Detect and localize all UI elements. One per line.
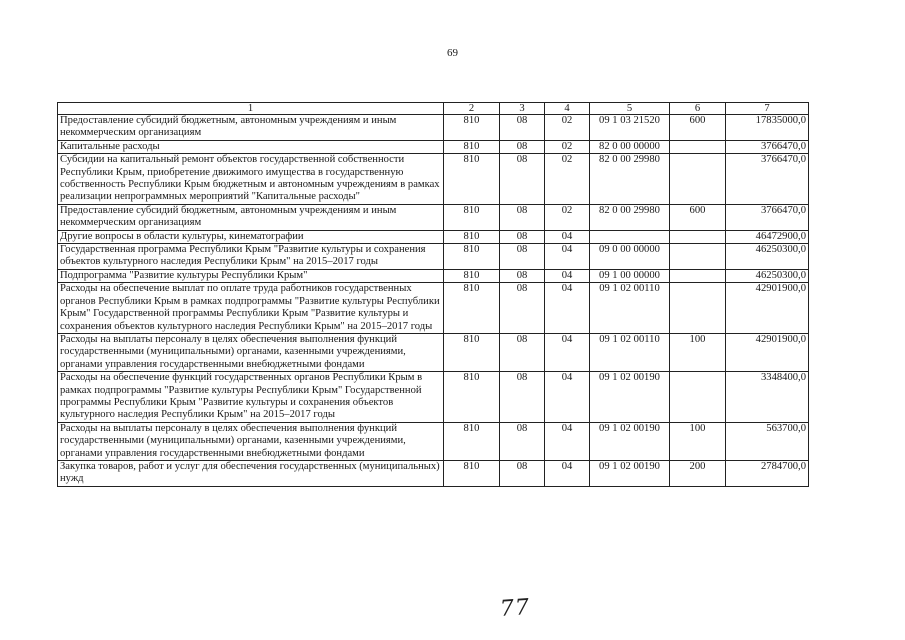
row-name: Расходы на обеспечение функций государственных органов Республики Крым в рамках подпрограммы "Развитие культуры Республики Крым" Государственной программы Республики Крым "Развитие культуры и сохранения объектов культурного наследия Республики Крым" на 2015–2017 годы bbox=[58, 372, 444, 423]
row-name: Расходы на обеспечение выплат по оплате труда работников государственных органов Республики Крым в рамках подпрограммы "Развитие культуры Республики Крым" Государственной программы Республики Крым "Развитие культуры и сохранения объектов культурного наследия Республики Крым" на 2015–2017 годы bbox=[58, 283, 444, 334]
amount: 3766470,0 bbox=[726, 140, 809, 153]
ministry-code: 810 bbox=[444, 115, 500, 141]
section-code: 08 bbox=[500, 115, 545, 141]
amount: 46472900,0 bbox=[726, 230, 809, 243]
subsection-code: 04 bbox=[545, 269, 590, 282]
section-code: 08 bbox=[500, 283, 545, 334]
target-article-code: 09 1 00 00000 bbox=[590, 269, 670, 282]
ministry-code: 810 bbox=[444, 204, 500, 230]
table-row bbox=[58, 230, 809, 243]
row-name: Предоставление субсидий бюджетным, автономным учреждениям и иным некоммерческим организациям bbox=[58, 204, 444, 230]
handwritten-page-mark: 77 bbox=[499, 594, 531, 623]
expense-type-code: 600 bbox=[670, 115, 726, 141]
table-row bbox=[58, 269, 809, 282]
expense-type-code: 200 bbox=[670, 460, 726, 486]
row-name: Капитальные расходы bbox=[58, 140, 444, 153]
expense-type-code bbox=[670, 372, 726, 423]
expense-type-code: 100 bbox=[670, 333, 726, 371]
ministry-code: 810 bbox=[444, 269, 500, 282]
table-row bbox=[58, 422, 809, 460]
page-number: 69 bbox=[447, 47, 458, 59]
subsection-code: 04 bbox=[545, 230, 590, 243]
column-header: 6 bbox=[670, 103, 726, 115]
subsection-code: 04 bbox=[545, 244, 590, 270]
amount: 563700,0 bbox=[726, 422, 809, 460]
row-name: Подпрограмма "Развитие культуры Республики Крым" bbox=[58, 269, 444, 282]
ministry-code: 810 bbox=[444, 460, 500, 486]
expense-type-code bbox=[670, 154, 726, 205]
section-code: 08 bbox=[500, 422, 545, 460]
table-row bbox=[58, 333, 809, 371]
target-article-code: 09 1 02 00110 bbox=[590, 283, 670, 334]
expense-type-code bbox=[670, 244, 726, 270]
column-header: 5 bbox=[590, 103, 670, 115]
ministry-code: 810 bbox=[444, 372, 500, 423]
ministry-code: 810 bbox=[444, 230, 500, 243]
expense-type-code bbox=[670, 230, 726, 243]
row-name: Закупка товаров, работ и услуг для обеспечения государственных (муниципальных) нужд bbox=[58, 460, 444, 486]
subsection-code: 02 bbox=[545, 204, 590, 230]
budget-table bbox=[57, 102, 809, 487]
target-article-code: 82 0 00 00000 bbox=[590, 140, 670, 153]
table-row bbox=[58, 372, 809, 423]
amount: 46250300,0 bbox=[726, 269, 809, 282]
expense-type-code: 600 bbox=[670, 204, 726, 230]
target-article-code bbox=[590, 230, 670, 243]
section-code: 08 bbox=[500, 154, 545, 205]
target-article-code: 09 1 02 00190 bbox=[590, 460, 670, 486]
target-article-code: 09 0 00 00000 bbox=[590, 244, 670, 270]
target-article-code: 09 1 02 00190 bbox=[590, 372, 670, 423]
column-header: 2 bbox=[444, 103, 500, 115]
table-header-row bbox=[58, 103, 809, 115]
section-code: 08 bbox=[500, 140, 545, 153]
column-header: 3 bbox=[500, 103, 545, 115]
target-article-code: 82 0 00 29980 bbox=[590, 154, 670, 205]
subsection-code: 02 bbox=[545, 140, 590, 153]
amount: 42901900,0 bbox=[726, 283, 809, 334]
amount: 46250300,0 bbox=[726, 244, 809, 270]
ministry-code: 810 bbox=[444, 283, 500, 334]
amount: 17835000,0 bbox=[726, 115, 809, 141]
table-row bbox=[58, 154, 809, 205]
table-row bbox=[58, 204, 809, 230]
subsection-code: 02 bbox=[545, 115, 590, 141]
row-name: Другие вопросы в области культуры, кинематографии bbox=[58, 230, 444, 243]
ministry-code: 810 bbox=[444, 422, 500, 460]
expense-type-code: 100 bbox=[670, 422, 726, 460]
section-code: 08 bbox=[500, 204, 545, 230]
section-code: 08 bbox=[500, 244, 545, 270]
table-row bbox=[58, 115, 809, 141]
amount: 2784700,0 bbox=[726, 460, 809, 486]
target-article-code: 09 1 03 21520 bbox=[590, 115, 670, 141]
table-row bbox=[58, 244, 809, 270]
target-article-code: 09 1 02 00110 bbox=[590, 333, 670, 371]
subsection-code: 04 bbox=[545, 283, 590, 334]
amount: 3766470,0 bbox=[726, 154, 809, 205]
amount: 3766470,0 bbox=[726, 204, 809, 230]
table-row bbox=[58, 283, 809, 334]
section-code: 08 bbox=[500, 460, 545, 486]
target-article-code: 09 1 02 00190 bbox=[590, 422, 670, 460]
ministry-code: 810 bbox=[444, 244, 500, 270]
ministry-code: 810 bbox=[444, 333, 500, 371]
table-row bbox=[58, 460, 809, 486]
subsection-code: 04 bbox=[545, 372, 590, 423]
column-header: 1 bbox=[58, 103, 444, 115]
subsection-code: 04 bbox=[545, 422, 590, 460]
row-name: Государственная программа Республики Крым "Развитие культуры и сохранения объектов культурного наследия Республики Крым" на 2015–2017 годы bbox=[58, 244, 444, 270]
target-article-code: 82 0 00 29980 bbox=[590, 204, 670, 230]
subsection-code: 04 bbox=[545, 333, 590, 371]
amount: 42901900,0 bbox=[726, 333, 809, 371]
column-header: 4 bbox=[545, 103, 590, 115]
column-header: 7 bbox=[726, 103, 809, 115]
expense-type-code bbox=[670, 269, 726, 282]
row-name: Расходы на выплаты персоналу в целях обеспечения выполнения функций государственными (муниципальными) органами, казенными учреждениями, органами управления государственными внебюджетными фондами bbox=[58, 422, 444, 460]
ministry-code: 810 bbox=[444, 140, 500, 153]
subsection-code: 04 bbox=[545, 460, 590, 486]
section-code: 08 bbox=[500, 269, 545, 282]
row-name: Субсидии на капитальный ремонт объектов государственной собственности Республики Крым, приобретение движимого имущества в государственную собственность Республики Крым бюджетным и автономным учреждениям в рамках реализации непрограммных мероприятий "Капитальные расходы" bbox=[58, 154, 444, 205]
ministry-code: 810 bbox=[444, 154, 500, 205]
row-name: Расходы на выплаты персоналу в целях обеспечения выполнения функций государственными (муниципальными) органами, казенными учреждениями, органами управления государственными внебюджетными фондами bbox=[58, 333, 444, 371]
section-code: 08 bbox=[500, 333, 545, 371]
expense-type-code bbox=[670, 140, 726, 153]
table-row bbox=[58, 140, 809, 153]
amount: 3348400,0 bbox=[726, 372, 809, 423]
subsection-code: 02 bbox=[545, 154, 590, 205]
expense-type-code bbox=[670, 283, 726, 334]
section-code: 08 bbox=[500, 230, 545, 243]
section-code: 08 bbox=[500, 372, 545, 423]
row-name: Предоставление субсидий бюджетным, автономным учреждениям и иным некоммерческим организациям bbox=[58, 115, 444, 141]
